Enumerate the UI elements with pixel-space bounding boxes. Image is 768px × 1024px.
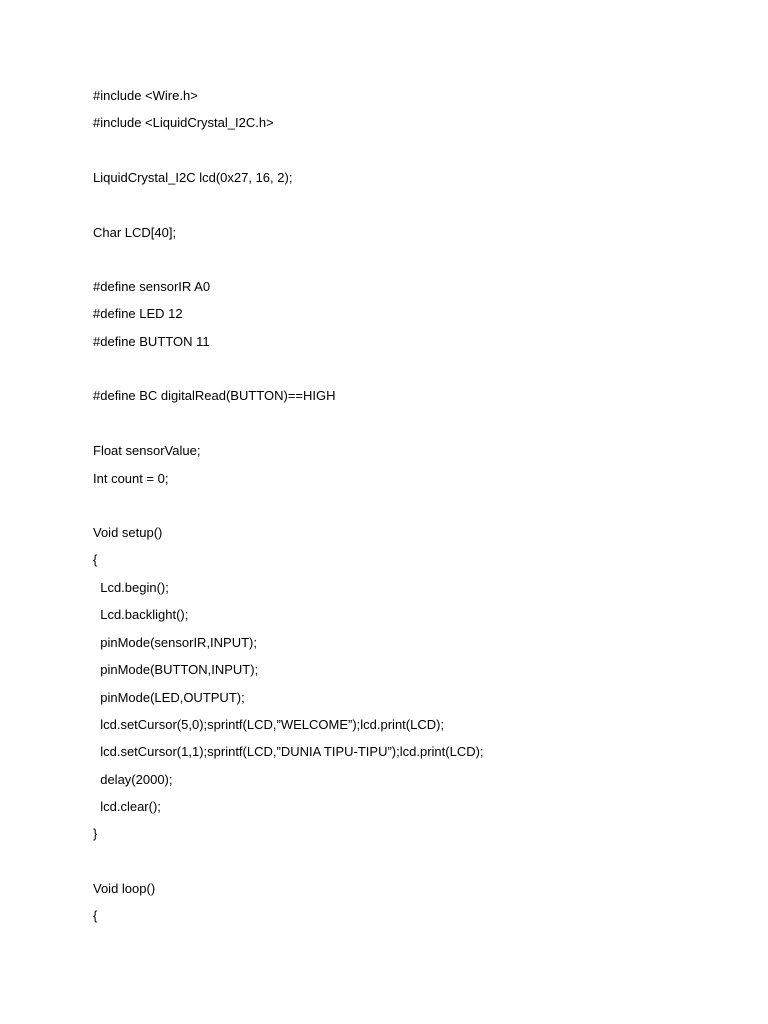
code-line: delay(2000); <box>93 772 173 787</box>
code-line: #define sensorIR A0 <box>93 279 211 294</box>
code-line: Float sensorValue; <box>93 443 201 458</box>
code-line: LiquidCrystal_I2C lcd(0x27, 16, 2); <box>93 170 293 185</box>
code-line: { <box>93 552 98 567</box>
code-line: Void loop() <box>93 881 156 896</box>
code-line: #define BC digitalRead(BUTTON)==HIGH <box>93 388 336 403</box>
code-line: #include <Wire.h> <box>93 88 198 103</box>
code-line: Void setup() <box>93 525 163 540</box>
code-line: lcd.clear(); <box>93 799 161 814</box>
code-line: lcd.setCursor(1,1);sprintf(LCD,”DUNIA TIPU-TIPU”);lcd.print(LCD); <box>93 744 484 759</box>
code-line: pinMode(BUTTON,INPUT); <box>93 662 259 677</box>
code-line: #define LED 12 <box>93 306 183 321</box>
code-line: #define BUTTON 11 <box>93 334 210 349</box>
code-line: pinMode(LED,OUTPUT); <box>93 690 245 705</box>
code-line: pinMode(sensorIR,INPUT); <box>93 635 257 650</box>
code-line: lcd.setCursor(5,0);sprintf(LCD,”WELCOME”);lcd.print(LCD); <box>93 717 445 732</box>
code-line: Int count = 0; <box>93 471 169 486</box>
code-line: } <box>93 826 98 841</box>
code-line: Lcd.begin(); <box>93 580 169 595</box>
code-line: #include <LiquidCrystal_I2C.h> <box>93 115 274 130</box>
code-line: Lcd.backlight(); <box>93 607 189 622</box>
code-line: Char LCD[40]; <box>93 225 177 240</box>
code-line: { <box>93 908 98 923</box>
